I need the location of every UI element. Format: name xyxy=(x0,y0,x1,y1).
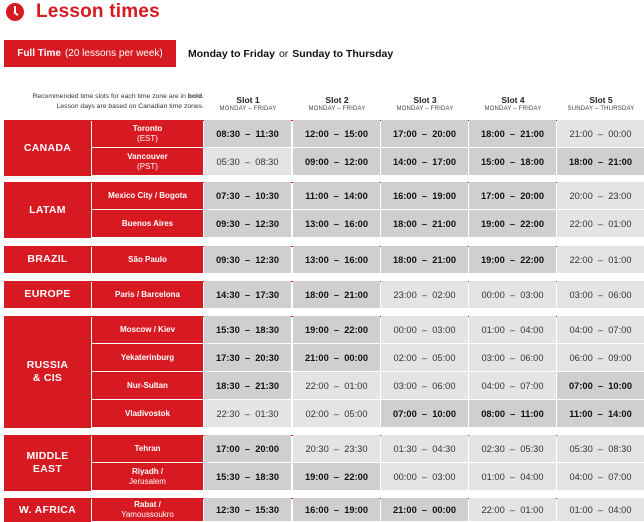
table-note xyxy=(4,92,204,112)
region-label: RUSSIA & CIS xyxy=(4,316,91,428)
time-cell: 21:00 – 00:00 xyxy=(293,344,380,371)
time-cell: 00:00 – 03:00 xyxy=(381,463,468,490)
city-subtitle: (PST) xyxy=(137,161,158,171)
page-header xyxy=(6,0,160,24)
time-cell: 06:00 – 09:00 xyxy=(557,344,644,371)
time-cell: 18:30 – 21:30 xyxy=(204,372,291,399)
city-cell xyxy=(92,463,203,490)
city-cell xyxy=(92,498,203,521)
time-cell: 21:00 – 00:00 xyxy=(557,120,644,147)
city-name: Yekaterinburg xyxy=(120,352,175,362)
slot-header xyxy=(293,95,381,113)
time-cell: 01:00 – 04:00 xyxy=(469,316,556,343)
days-option-b: Sunday to Thursday xyxy=(292,47,394,60)
time-cell: 09:30 – 12:30 xyxy=(204,246,291,273)
time-cell: 18:00 – 21:00 xyxy=(381,210,468,237)
city-name: Tehran xyxy=(134,443,161,453)
city-cell xyxy=(92,148,203,175)
time-cell: 12:30 – 15:30 xyxy=(204,498,291,521)
note-line-2: Lesson days are based on Canadian time zones. xyxy=(56,103,204,110)
time-cell: 23:00 – 02:00 xyxy=(381,281,468,308)
time-cell: 17:00 – 20:00 xyxy=(469,182,556,209)
time-cell: 22:00 – 01:00 xyxy=(557,246,644,273)
time-cell: 01:00 – 04:00 xyxy=(469,463,556,490)
slot-header xyxy=(204,95,292,113)
clock-icon xyxy=(6,3,24,21)
city-name: Riyadh / xyxy=(131,466,164,476)
time-cell: 13:00 – 16:00 xyxy=(293,246,380,273)
region-label: BRAZIL xyxy=(4,246,91,273)
time-cell: 20:00 – 23:00 xyxy=(557,182,644,209)
region-label: W. AFRICA xyxy=(4,498,91,522)
slot-name: Slot 1 xyxy=(236,95,260,105)
slot-days: MONDAY – FRIDAY xyxy=(396,106,454,112)
time-cell: 15:30 – 18:30 xyxy=(204,316,291,343)
plan-badge xyxy=(4,40,176,67)
time-cell: 21:00 – 00:00 xyxy=(381,498,468,521)
time-cell: 08:30 – 11:30 xyxy=(204,120,291,147)
time-cell: 16:00 – 19:00 xyxy=(381,182,468,209)
time-cell: 03:00 – 06:00 xyxy=(469,344,556,371)
slot-days: MONDAY – FRIDAY xyxy=(484,106,542,112)
region-label: LATAM xyxy=(4,182,91,238)
city-cell xyxy=(92,400,203,427)
time-cell: 18:00 – 21:00 xyxy=(293,281,380,308)
city-subtitle: (EST) xyxy=(137,133,158,143)
time-cell: 19:00 – 22:00 xyxy=(293,463,380,490)
time-cell: 19:00 – 22:00 xyxy=(293,316,380,343)
note-period: . xyxy=(202,93,204,100)
plan-name: Full Time xyxy=(17,48,61,59)
city-name: Mexico City / Bogota xyxy=(108,190,187,200)
time-cell: 19:00 – 22:00 xyxy=(469,246,556,273)
time-cell: 03:00 – 06:00 xyxy=(381,372,468,399)
city-subtitle: Yamoussoukro xyxy=(121,509,174,519)
time-cell: 05:30 – 08:30 xyxy=(204,148,291,175)
time-cell: 17:00 – 20:00 xyxy=(204,435,291,462)
city-name: Rabat / xyxy=(134,499,161,509)
city-name: Paris / Barcelona xyxy=(115,289,180,299)
time-cell: 02:30 – 05:30 xyxy=(469,435,556,462)
city-cell xyxy=(92,281,203,308)
time-cell: 04:00 – 07:00 xyxy=(557,463,644,490)
time-cell: 20:30 – 23:30 xyxy=(293,435,380,462)
time-cell: 07:30 – 10:30 xyxy=(204,182,291,209)
time-cell: 00:00 – 03:00 xyxy=(381,316,468,343)
region-label: MIDDLE EAST xyxy=(4,435,91,491)
slot-days: SUNDAY – THURSDAY xyxy=(567,106,635,112)
time-cell: 17:30 – 20:30 xyxy=(204,344,291,371)
city-cell xyxy=(92,120,203,147)
time-cell: 08:00 – 11:00 xyxy=(469,400,556,427)
time-cell: 04:00 – 07:00 xyxy=(557,316,644,343)
city-cell xyxy=(92,246,203,273)
slot-name: Slot 5 xyxy=(589,95,613,105)
time-cell: 09:30 – 12:30 xyxy=(204,210,291,237)
time-cell: 01:00 – 04:00 xyxy=(557,498,644,521)
time-cell: 07:00 – 10:00 xyxy=(381,400,468,427)
city-cell xyxy=(92,210,203,237)
time-cell: 15:00 – 18:00 xyxy=(469,148,556,175)
city-cell xyxy=(92,182,203,209)
time-cell: 04:00 – 07:00 xyxy=(469,372,556,399)
city-name: Toronto xyxy=(132,123,163,133)
page-title: Lesson times xyxy=(36,1,160,22)
slot-days: MONDAY – FRIDAY xyxy=(308,106,366,112)
time-cell: 13:00 – 16:00 xyxy=(293,210,380,237)
note-text: Recommended time slots for each time zone are in xyxy=(32,93,188,100)
time-cell: 11:00 – 14:00 xyxy=(293,182,380,209)
time-cell: 12:00 – 15:00 xyxy=(293,120,380,147)
city-name: São Paulo xyxy=(128,254,167,264)
city-cell xyxy=(92,372,203,399)
city-cell xyxy=(92,435,203,462)
time-cell: 22:00 – 01:00 xyxy=(469,498,556,521)
time-cell: 15:30 – 18:30 xyxy=(204,463,291,490)
time-cell: 18:00 – 21:00 xyxy=(557,148,644,175)
time-cell: 01:30 – 04:30 xyxy=(381,435,468,462)
time-cell: 19:00 – 22:00 xyxy=(469,210,556,237)
time-cell: 02:00 – 05:00 xyxy=(293,400,380,427)
city-name: Vladivostok xyxy=(125,408,170,418)
time-cell: 03:00 – 06:00 xyxy=(557,281,644,308)
time-cell: 22:00 – 01:00 xyxy=(557,210,644,237)
days-option-a: Monday to Friday xyxy=(188,47,275,60)
slot-name: Slot 3 xyxy=(413,95,437,105)
time-cell: 05:30 – 08:30 xyxy=(557,435,644,462)
note-bold: bold xyxy=(187,93,203,100)
time-cell: 02:00 – 05:00 xyxy=(381,344,468,371)
city-subtitle: Jerusalem xyxy=(129,476,166,486)
slot-name: Slot 2 xyxy=(325,95,349,105)
region-label: CANADA xyxy=(4,120,91,176)
time-cell: 09:00 – 12:00 xyxy=(293,148,380,175)
time-cell: 00:00 – 03:00 xyxy=(469,281,556,308)
city-name: Moscow / Kiev xyxy=(119,324,176,334)
city-name: Nur-Sultan xyxy=(127,380,168,390)
lesson-days xyxy=(188,40,393,67)
time-cell: 14:30 – 17:30 xyxy=(204,281,291,308)
time-cell: 18:00 – 21:00 xyxy=(381,246,468,273)
time-cell: 17:00 – 20:00 xyxy=(381,120,468,147)
plan-detail: (20 lessons per week) xyxy=(64,48,163,59)
slot-header xyxy=(469,95,557,113)
time-cell: 14:00 – 17:00 xyxy=(381,148,468,175)
city-cell xyxy=(92,316,203,343)
region-label: EUROPE xyxy=(4,281,91,308)
slot-days: MONDAY – FRIDAY xyxy=(219,106,277,112)
city-name: Buenos Aires xyxy=(121,218,174,228)
time-cell: 11:00 – 14:00 xyxy=(557,400,644,427)
slot-header xyxy=(557,95,644,113)
days-or: or xyxy=(278,47,289,60)
time-cell: 16:00 – 19:00 xyxy=(293,498,380,521)
slot-name: Slot 4 xyxy=(501,95,525,105)
time-cell: 18:00 – 21:00 xyxy=(469,120,556,147)
city-cell xyxy=(92,344,203,371)
time-cell: 22:00 – 01:00 xyxy=(293,372,380,399)
slot-header xyxy=(381,95,469,113)
time-cell: 07:00 – 10:00 xyxy=(557,372,644,399)
time-cell: 22:30 – 01:30 xyxy=(204,400,291,427)
city-name: Vancouver xyxy=(127,151,168,161)
